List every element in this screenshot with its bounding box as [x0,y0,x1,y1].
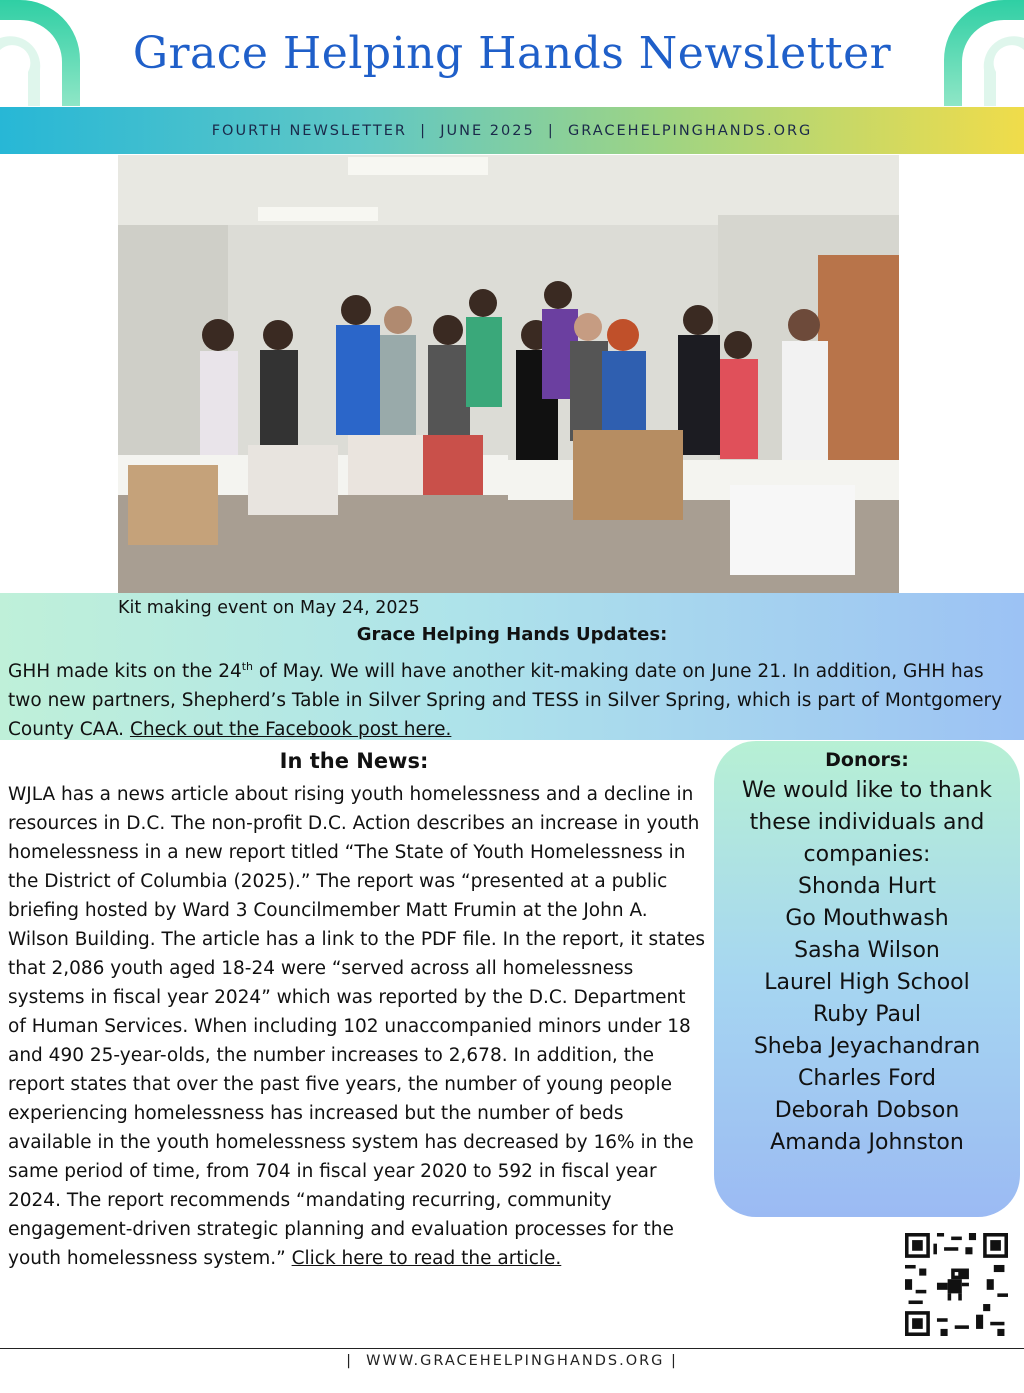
donor-name: Go Mouthwash [785,906,949,931]
qr-code[interactable] [905,1233,1008,1336]
newsletter-title: Grace Helping Hands Newsletter [132,28,892,79]
updates-heading: Grace Helping Hands Updates: [356,624,668,645]
news-heading: In the News: [279,749,429,773]
photo-caption: Kit making event on May 24, 2025 [118,598,420,618]
donor-name: Charles Ford [798,1066,936,1091]
updates-text [8,652,1020,744]
updates-text-superscript: th [241,660,254,673]
donor-name: Laurel High School [764,970,970,995]
donors-heading: Donors: [825,749,909,771]
facebook-post-link[interactable]: Check out the Facebook post here. [129,719,452,741]
footer-divider [0,1348,1024,1349]
issue-info: FOURTH NEWSLETTER | JUNE 2025 | GRACEHELPINGHANDS.ORG [211,123,813,139]
donor-name: Ruby Paul [812,1002,922,1027]
event-photo [118,155,899,593]
news-text: WJLA has a news article about rising youth homelessness and a decline in resources in D.C. The non-profit D.C. Action describes an increase in youth homelessness in a new report titled “The State of Youth Homelessness in the District of Columbia (2025).” The report was “presented at a public briefing hosted by Ward 3 Councilmember Matt Frumin at the John A. Wilson Building. The article has a link to the PDF file. In the report, it states that 2,086 youth aged 18-24 were “served across all homelessness systems in fiscal year 2024” which was reported by the D.C. Department of Human Services. When including 102 unaccompanied minors under 18 and 490 25-year-olds, the number increases to 2,678. In addition, the report states that over the past five years, the number of young people experiencing homelessness has increased but the number of beds available in the youth homelessness system has decreased by 16% in the same period of time, from 704 in fiscal year 2020 to 592 in fiscal year 2024. The report recommends “mandating recurring, community engagement-driven strategic planning and evaluation processes for the youth homelessness system.” [8,784,706,1269]
updates-text-part1: GHH made kits on the 24 [8,661,242,683]
donor-name: Shonda Hurt [798,874,936,899]
footer-website: | WWW.GRACEHELPINGHANDS.ORG | [346,1353,678,1369]
updates-text-part2: of May. We will have another kit-making date on June 21. In addition, GHH has two new partners, Shepherd’s Table in Silver Spring and TESS in Silver Spring, which is part of Montgomery County CAA. [8,661,1003,741]
donors-intro: We would like to thank these individuals and companies: [742,778,992,867]
donor-name: Deborah Dobson [774,1098,960,1123]
donors-panel [714,741,1020,1217]
donor-name: Amanda Johnston [770,1130,964,1155]
donor-name: Sasha Wilson [794,938,940,963]
news-article [8,780,708,1273]
donor-name: Sheba Jeyachandran [753,1034,981,1059]
read-article-link[interactable]: Click here to read the article. [291,1248,562,1269]
